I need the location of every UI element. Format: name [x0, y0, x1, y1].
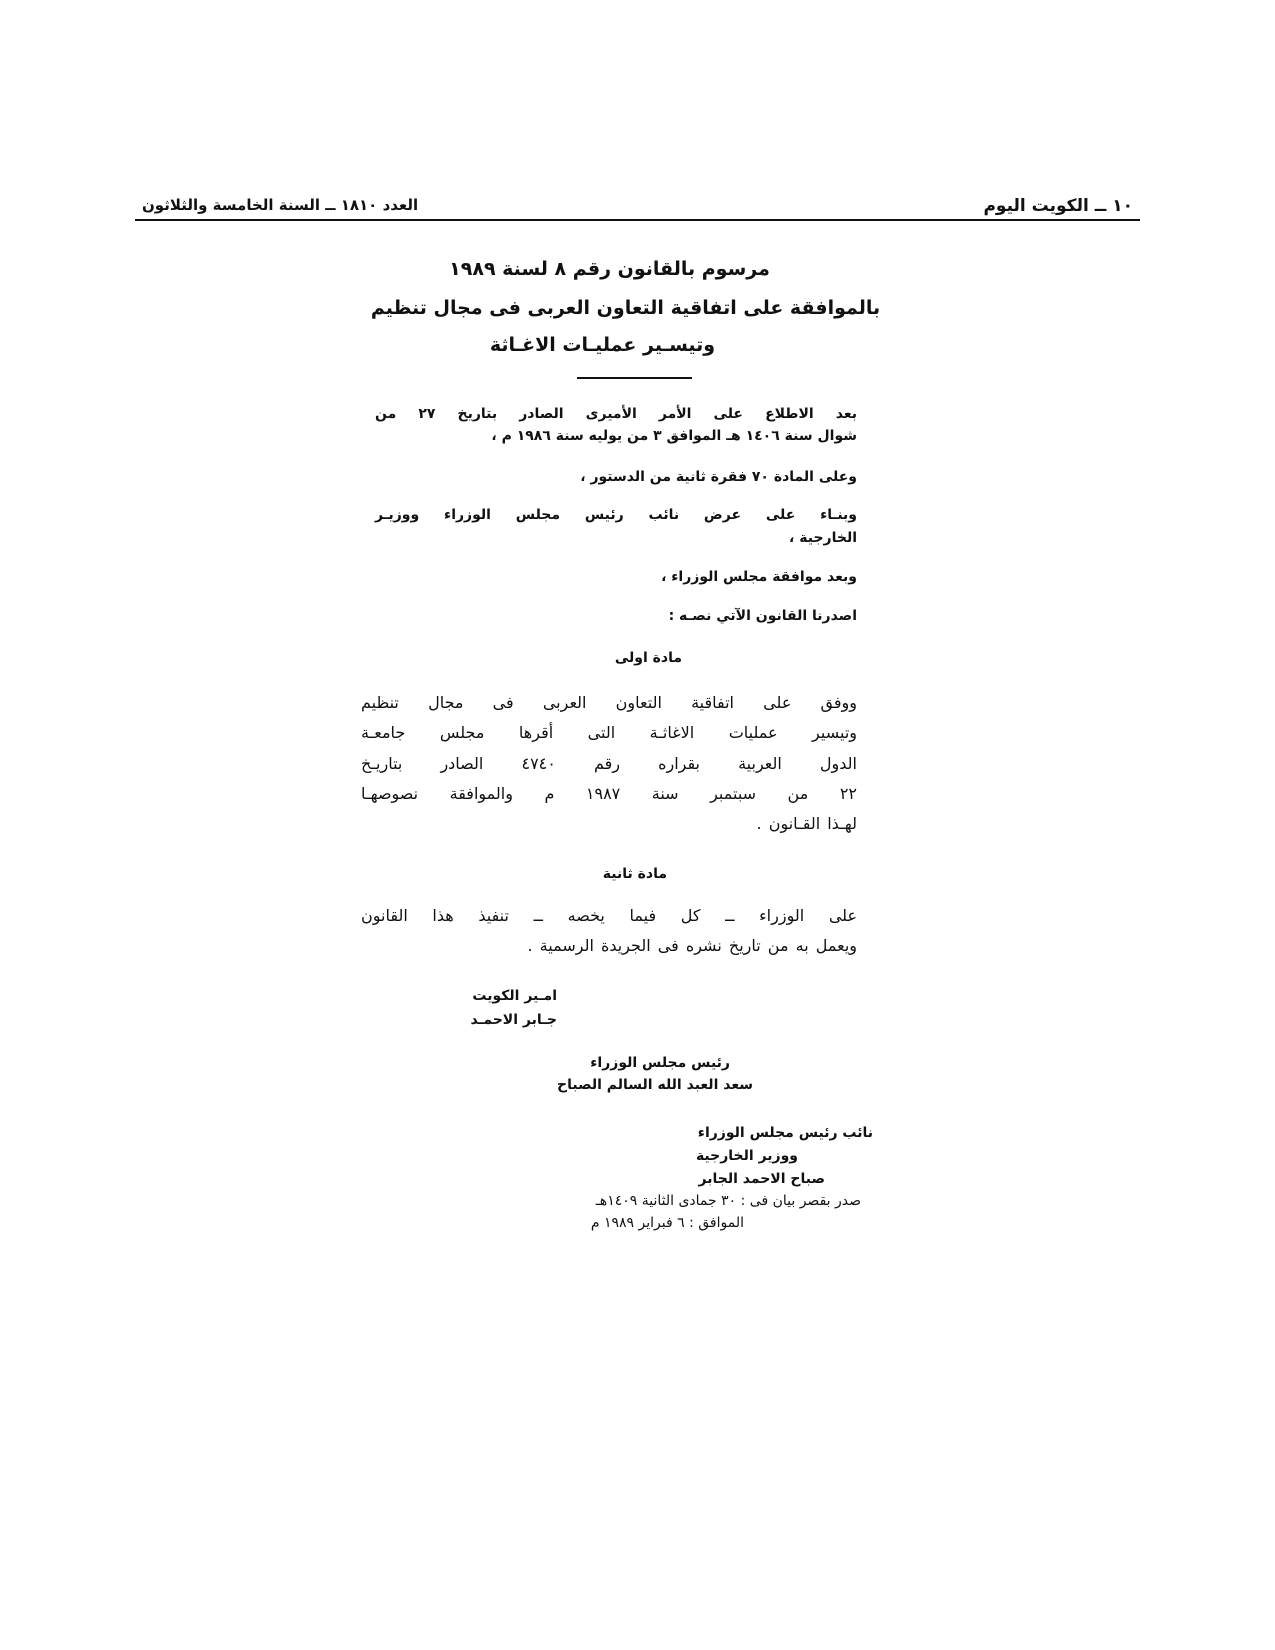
gregorian-date: الموافق : ٦ فبراير ١٩٨٩ م [590, 1215, 744, 1231]
preamble-clause-5: اصدرنا القانون الآتي نصـه : [668, 608, 857, 624]
decree-subtitle-line-1: بالموافقة على اتفاقية التعاون العربى فى مجال تنظيم [370, 297, 881, 319]
foreign-minister-title: ووزير الخارجية [695, 1148, 798, 1164]
article-1-line-4: ٢٢ من سبتمبر سنة ١٩٨٧ م والموافقة نصوصهـا [361, 784, 857, 803]
emir-title: امـير الكويت [472, 988, 557, 1004]
decree-subtitle-line-2: وتيسـير عمليـات الاغـاثة [489, 334, 716, 356]
prime-minister-title: رئيس مجلس الوزراء [590, 1055, 730, 1071]
article-1-line-3: الدول العربية بقراره رقم ٤٧٤٠ الصادر بتاريـخ [361, 754, 858, 773]
issued-at-date: صدر بقصر بيان فى : ٣٠ جمادى الثانية ١٤٠٩هـ [595, 1193, 861, 1209]
preamble-clause-2: وعلى المادة ٧٠ فقرة ثانية من الدستور ، [580, 469, 857, 485]
page-header-issue: العدد ١٨١٠ ــ السنة الخامسة والثلاثون [142, 196, 419, 214]
header-divider [135, 219, 1140, 221]
page-header-title: ١٠ ــ الكويت اليوم [983, 196, 1133, 216]
article-1-heading: مادة اولى [614, 650, 682, 666]
decree-title: مرسوم بالقانون رقم ٨ لسنة ١٩٨٩ [449, 258, 770, 280]
title-divider [577, 377, 692, 379]
article-1-line-2: وتيسير عمليات الاغاثـة التى أقرها مجلس جامعـة [361, 723, 857, 742]
deputy-prime-minister-name: صباح الاحمد الجابر [698, 1171, 825, 1187]
emir-name: جـابر الاحمـد [470, 1012, 557, 1028]
preamble-clause-1-line-1: بعد الاطلاع على الأمر الأميرى الصادر بتاريخ ٢٧ من [375, 406, 857, 422]
preamble-clause-1-line-2: شوال سنة ١٤٠٦ هـ الموافق ٣ من يوليه سنة ١٩٨٦ م ، [491, 428, 857, 444]
preamble-clause-4: وبعد موافقة مجلس الوزراء ، [661, 569, 857, 585]
preamble-clause-3-line-2: الخارجية ، [789, 530, 857, 546]
article-1-line-1: ووفق على اتفاقية التعاون العربى فى مجال تنظيم [361, 693, 857, 712]
preamble-clause-3-line-1: وبنـاء على عرض نائب رئيس مجلس الوزراء ووزيـر [375, 507, 857, 523]
deputy-prime-minister-title: نائب رئيس مجلس الوزراء [697, 1125, 873, 1141]
prime-minister-name: سعد العبد الله السالم الصباح [557, 1077, 753, 1093]
article-2-line-1: على الوزراء ــ كل فيما يخصه ــ تنفيذ هذا القانون [361, 906, 857, 925]
article-2-line-2: ويعمل به من تاريخ نشره فى الجريدة الرسمية . [527, 936, 857, 955]
article-1-line-5: لهـذا القـانون . [756, 814, 857, 833]
article-2-heading: مادة ثانية [602, 866, 667, 882]
